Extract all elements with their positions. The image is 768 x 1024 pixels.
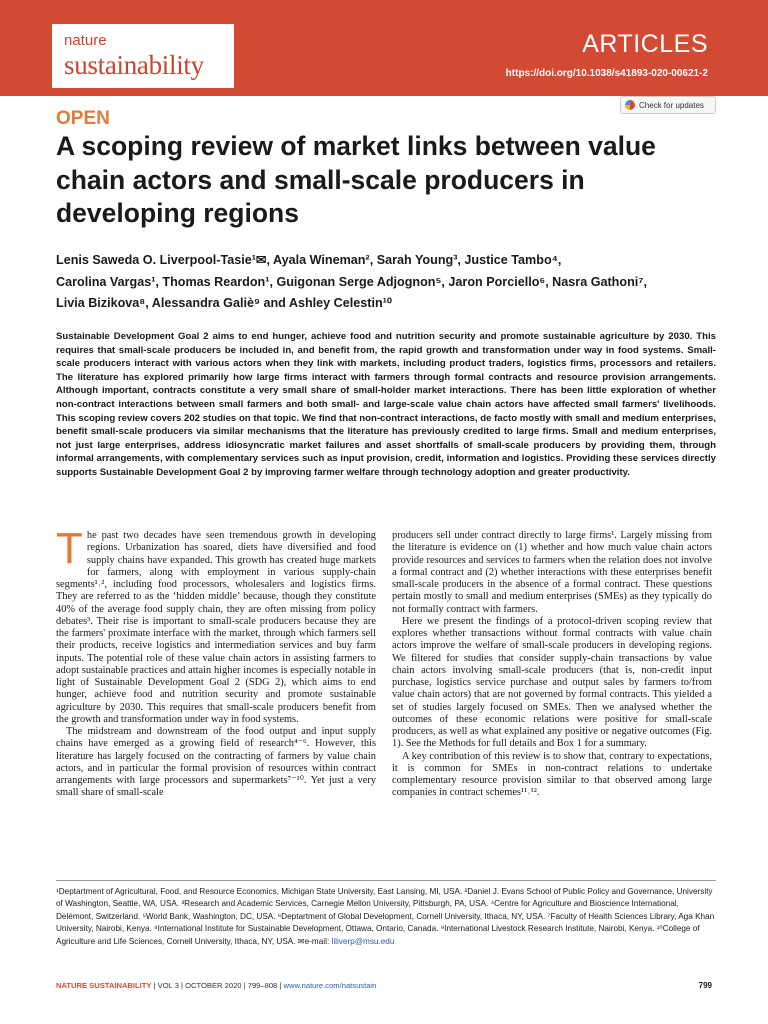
doi-link[interactable]: https://doi.org/10.1038/s41893-020-00621-2: [505, 68, 708, 79]
author-line-3: Livia Bizikova⁸, Alessandra Galiè⁹ and Ashley Celestin¹⁰: [56, 296, 392, 310]
drop-cap: T: [56, 524, 83, 573]
section-label: ARTICLES: [582, 30, 708, 58]
article-title: A scoping review of market links between value chain actors and small-scale producers in developing regions: [56, 131, 656, 228]
footnote-divider: [56, 880, 716, 881]
check-for-updates-button[interactable]: [620, 96, 716, 114]
body-column-right: [392, 530, 712, 800]
author-line-2: Carolina Vargas¹, Thomas Reardon¹, Guigonan Serge Adjognon⁵, Jaron Porciello⁶, Nasra Gathoni⁷,: [56, 274, 647, 289]
body-paragraph: The midstream and downstream of the food output and input supply chains have emerged as a growing field of research⁴⁻⁶. However, this literature has largely focused on the contracting of farmers by value chain actors, and in particular the formal provision of resources within contract arrangements with large processors and supermarkets⁷⁻¹⁰. Yet just a very small share of small-scale: [56, 726, 376, 799]
check-for-updates-label: Check for updates: [639, 100, 704, 110]
page-number: 799: [698, 981, 712, 990]
footer-issue: | VOL 3 | OCTOBER 2020 | 799–808 |: [151, 981, 284, 990]
footer-site-link[interactable]: www.nature.com/natsustain: [283, 981, 377, 990]
open-access-label: OPEN: [56, 108, 110, 129]
affiliation-text: ¹Deptartment of Agricultural, Food, and Resource Economics, Michigan State University, East Lansing, MI, USA. ²Daniel J. Evans School of Public Policy and Governance, University of Washington, Seattle, WA, USA. ³Research and Academic Services, Carnegie Mellon University, Pittsburgh, PA, USA. ⁴Centre for Agriculture and Bioscience International, Delémont, Switzerland. ⁵World Bank, Washington, DC, USA. ⁶Deptartment of Global Development, Cornell University, Ithaca, NY, USA. ⁷Faculty of Health Sciences Library, Aga Khan University, Nairobi, Kenya. ⁸International Institute for Sustainable Development, Ottawa, Ontario, Canada. ⁹International Livestock Research Institute, Nairobi, Kenya. ¹⁰College of Agriculture and Life Sciences, Cornell University, Ithaca, NY, USA. ✉e-mail:: [56, 887, 715, 946]
logo-nature: nature: [64, 32, 107, 49]
body-paragraph: producers sell under contract directly to large firms¹. Largely missing from the literature is evidence on (1) whether and how much value chain actors provide resources and services to farmers when the relation does not involve a formal contract and (2) whether interactions with these enterprises benefit small-scale producers in the absence of a formal contract. These questions pertain mostly to small and medium enterprises (SMEs) as they typically do not formally contract with farmers.: [392, 530, 712, 615]
journal-header-band: [0, 0, 768, 96]
body-paragraph: A key contribution of this review is to show that, contrary to expectations, it is common for SMEs in non-contract relations to undertake complementary resource provision similar to that observed among large companies in contract schemes¹¹˒¹².: [392, 750, 712, 799]
abstract: Sustainable Development Goal 2 aims to end hunger, achieve food and nutrition security and promote sustainable agriculture by 2030. This requires that small-scale producers be included in, and benefit from, the rapid growth and transformation under way in food systems. Small-scale producers interact with various actors when they link with markets, including product traders, logistics firms, processors and retailers. The literature has explored primarily how large firms interact with farmers through formal contracts and resource provision arrangements. Although important, contracts constitute a very small share of small-holder market interactions. There has been little exploration of whether non-contract interactions between small farmers and both small- and large-scale value chain actors have affected small farmers' livelihoods. This scoping review covers 202 studies on that topic. We find that non-contract interactions, de facto mostly with small and medium enterprises, benefit small-scale producers via similar mechanisms that the literature has previously credited to large firms. Small and medium enterprises, not just large enterprises, address idiosyncratic market failures and asset shortfalls of small-scale producers by providing them, through informal arrangements, with complementary services such as input provision, credit, information and logistics. Providing these services directly supports Sustainable Development Goal 2 by improving farmer welfare through technology adoption and greater productivity.: [56, 331, 716, 478]
author-line-1: Lenis Saweda O. Liverpool-Tasie¹✉, Ayala Wineman², Sarah Young³, Justice Tambo⁴,: [56, 253, 562, 267]
logo-sustainability: sustainability: [64, 50, 204, 80]
body-column-left: [56, 524, 376, 800]
body-paragraph: he past two decades have seen tremendous growth in developing regions. Urbanization has soared, diets have diversified and food supply chains have expanded. This growth has created huge markets for farmers, along with employment in various supply-chain segments¹˒², including food processors, wholesalers and logistics firms. They are referred to as the ‘hidden middle’ because, though they constitute 40% of the average food supply chain, they are often missing from policy debates³. Their rise is important to small-scale producers because they are the farmers' proximate interface with the market, through which farmers sell their products, receive logistics and intermediation services and buy farm inputs. The potential role of these value chain actors in assisting farmers to adopt sustainable practices and attain higher incomes is especially notable in light of Sustainable Development Goal 2 (SDG 2), which aims to end hunger, achieve food and nutrition security and promote sustainable agriculture by 2030. This requires that small-scale producers benefit from the growth and transformation under way in food systems.: [56, 530, 376, 725]
journal-logo[interactable]: [52, 24, 234, 88]
body-paragraph: Here we present the findings of a protocol-driven scoping review that explores whether transactions without formal contracts with value chain actors improve the welfare of small-scale producers in developing regions. We filtered for studies that consider supply-chain transactions by value chain actors involving small-scale producers (that is, non-credit input purchase, logistics service purchase and output sales by farmers to/from value chain actors) that are not governed by formal contracts. This yielded a set of studies largely focused on SMEs. Then we analysed whether the outcomes of these economic relations were positive for small-scale producers, as well as what explained any positive or negative outcomes (Fig. 1). See the Methods for full details and Box 1 for a summary.: [392, 615, 712, 750]
email-link[interactable]: liliverp@msu.edu: [331, 936, 395, 946]
crossmark-icon: [625, 100, 635, 110]
footer-journal: NATURE SUSTAINABILITY: [56, 981, 152, 990]
affiliations: [56, 886, 716, 948]
page-footer: [56, 981, 376, 990]
author-list: [56, 250, 716, 315]
